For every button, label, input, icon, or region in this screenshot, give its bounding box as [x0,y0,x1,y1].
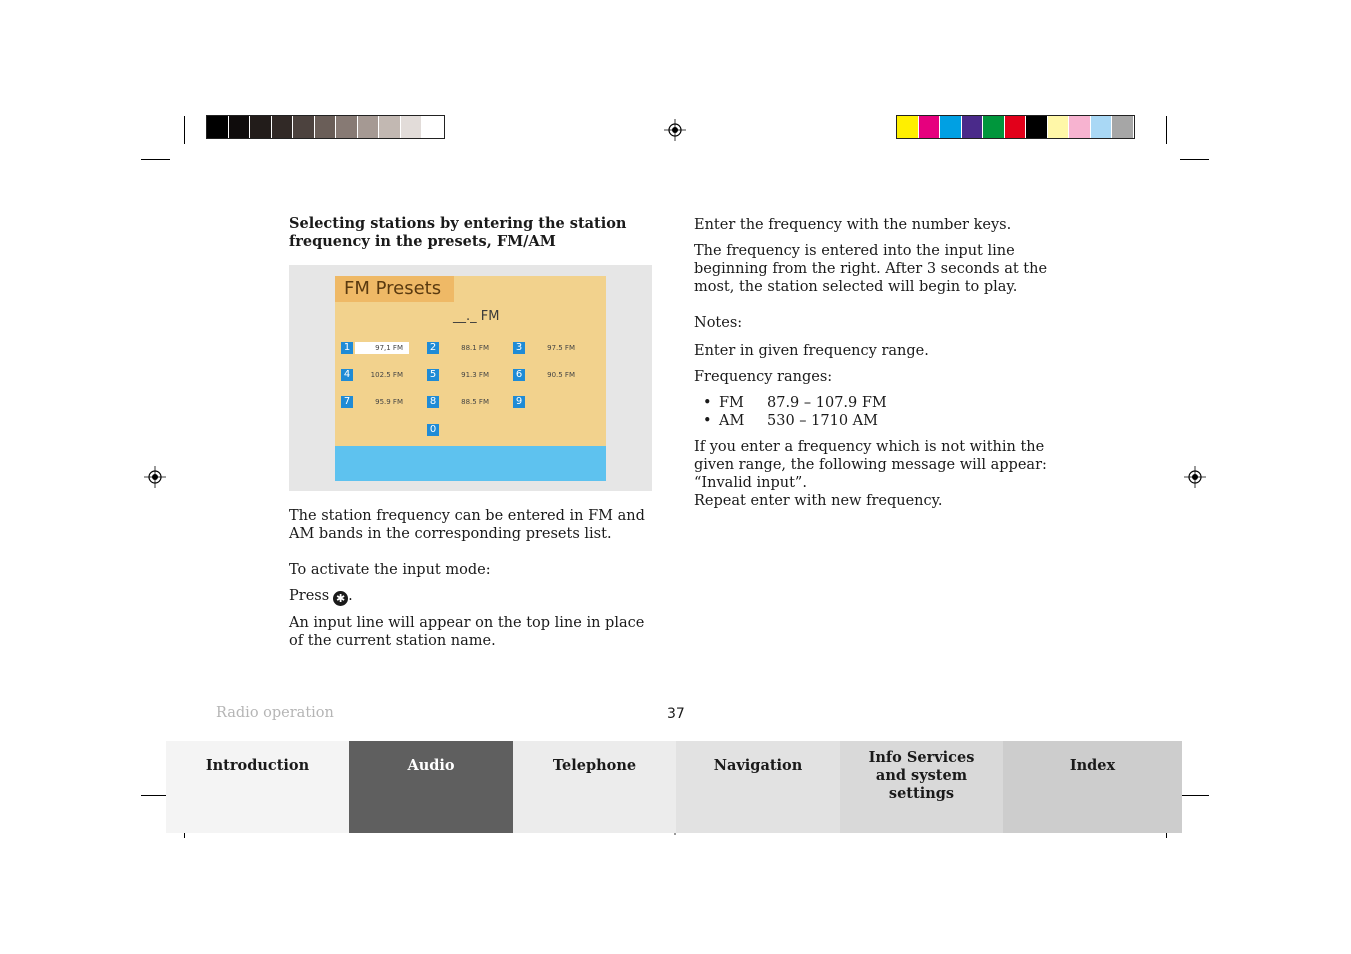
tab-navigation[interactable]: Navigation [676,741,840,833]
tab-audio[interactable]: Audio [349,741,513,833]
color-calibration-bar [896,115,1135,139]
preset-frequency: 91.3 FM [461,371,489,379]
page-number: 37 [667,706,685,722]
preset-frequency: 97.5 FM [547,344,575,352]
color-swatch [1091,116,1113,138]
color-swatch [250,116,272,138]
preset-key-7: 7 [341,396,353,408]
color-swatch [983,116,1005,138]
preset-key-5: 5 [427,369,439,381]
crop-mark [184,116,185,144]
color-swatch [1069,116,1091,138]
press-label: Press [289,588,330,604]
section-label: Radio operation [216,705,334,721]
color-swatch [379,116,401,138]
registration-mark-icon [144,466,166,488]
color-swatch [229,116,251,138]
list-item [694,412,1064,430]
frequency-input-line: __._ FM [453,309,500,324]
body-paragraph: Repeat enter with new frequency. [694,493,943,509]
tab-telephone[interactable]: Telephone [513,741,676,833]
frequency-range-list [694,394,1064,430]
notes-label: Notes: [694,315,743,331]
preset-frequency: 88.1 FM [461,344,489,352]
color-swatch [1026,116,1048,138]
color-swatch [315,116,337,138]
color-swatch [1005,116,1027,138]
list-item [694,394,1064,412]
body-paragraph: To activate the input mode: [289,562,491,578]
crop-mark [141,159,170,160]
star-button-icon: ✱ [333,591,348,606]
body-paragraph: An input line will appear on the top line in place of the current station name. [289,615,645,649]
band-range: 87.9 – 107.9 FM [767,395,887,411]
right-column [694,216,1064,518]
band-name: AM [719,413,745,429]
color-swatch [358,116,380,138]
preset-frequency: 95.9 FM [375,398,403,406]
color-swatch [401,116,423,138]
color-swatch [293,116,315,138]
preset-key-8: 8 [427,396,439,408]
tab-index[interactable]: Index [1003,741,1182,833]
ranges-label: Frequency ranges: [694,369,833,385]
press-instruction: Press ✱ . [289,588,353,605]
preset-key-9: 9 [513,396,525,408]
band-name: FM [719,395,744,411]
screen-bottom-bar [335,446,606,481]
registration-mark-icon [1184,466,1206,488]
color-swatch [272,116,294,138]
color-swatch [1112,116,1134,138]
body-paragraph: The station frequency can be entered in FM and AM bands in the corresponding presets list. [289,508,645,542]
registration-mark-icon [664,119,686,141]
body-paragraph: Enter the frequency with the number keys. [694,217,1012,233]
color-swatch [962,116,984,138]
preset-frequency: 102.5 FM [370,371,403,379]
body-paragraph: The frequency is entered into the input line beginning from the right. After 3 seconds at the most, the station selected will begin to play. [694,243,1048,295]
body-paragraph: Enter in given frequency range. [694,343,929,359]
color-swatch [1048,116,1070,138]
preset-key-0: 0 [427,424,439,436]
tab-introduction[interactable]: Introduction [166,741,349,833]
preset-frequency: 97,1 FM [355,342,409,354]
crop-mark [1180,159,1209,160]
screen-illustration [289,265,652,491]
chapter-tabs [166,741,1182,833]
preset-key-6: 6 [513,369,525,381]
color-swatch [919,116,941,138]
band-range: 530 – 1710 AM [767,413,878,429]
preset-frequency: 88.5 FM [461,398,489,406]
color-swatch [336,116,358,138]
fm-presets-screen [335,276,606,481]
body-paragraph: If you enter a frequency which is not within the given range, the following message will appear: “Invalid input”. [694,439,1047,491]
left-column-body [289,507,659,658]
preset-key-3: 3 [513,342,525,354]
preset-key-2: 2 [427,342,439,354]
color-swatch [422,116,444,138]
grayscale-calibration-bar [206,115,445,139]
crop-mark [1180,795,1209,796]
section-heading: Selecting stations by entering the station frequency in the presets, FM/AM [289,215,627,250]
color-swatch [207,116,229,138]
screen-title: FM Presets [335,276,454,302]
preset-frequency: 90.5 FM [547,371,575,379]
crop-mark [1166,116,1167,144]
preset-key-1: 1 [341,342,353,354]
color-swatch [940,116,962,138]
color-swatch [897,116,919,138]
preset-key-4: 4 [341,369,353,381]
tab-info-services[interactable]: Info Services and system settings [840,741,1003,833]
left-column [289,215,659,259]
